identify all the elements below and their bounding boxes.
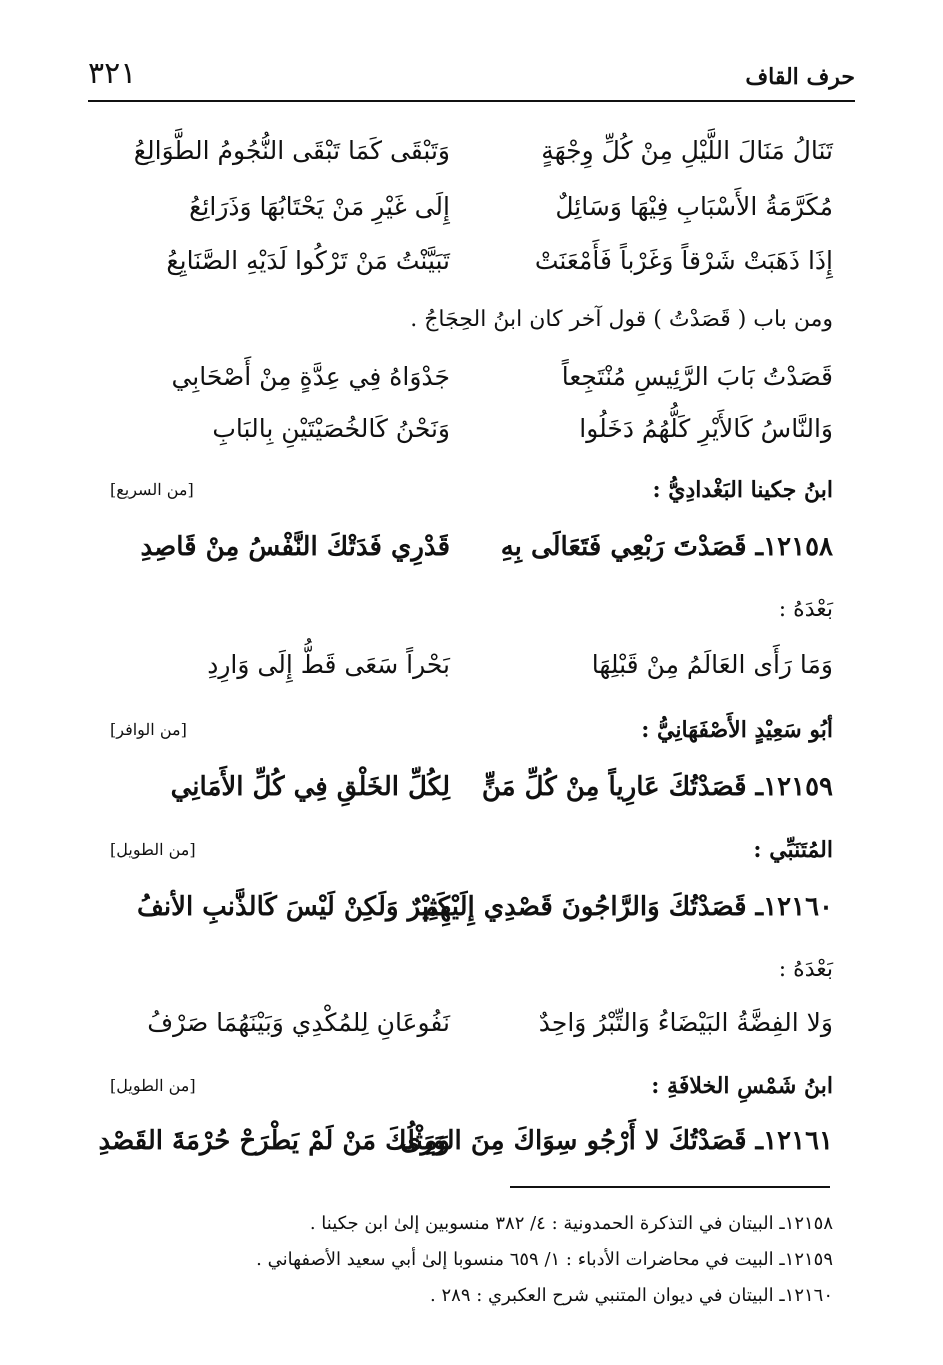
header-rule xyxy=(88,100,855,102)
poet-heading xyxy=(110,1064,833,1108)
verse-first-hemistich: وَالنَّاسُ كَالأَيْرِ كَلُّهُمُ دَخَلُوا xyxy=(579,414,833,443)
verse-second-hemistich: بَحْراً سَعَى قَطُّ إِلَى وَارِدِ xyxy=(207,650,450,679)
footnote: ١٢١٥٩ـ البيت في محاضرات الأدباء : ١/ ٦٥٩ منسوبا إلىٰ أبي سعيد الأصفهاني . xyxy=(256,1249,833,1270)
footnote: ١٢١٥٨ـ البيتان في التذكرة الحمدونية : ٤/ ٣٨٢ منسوبين إلىٰ ابن جكينا . xyxy=(309,1213,833,1234)
numbered-verse xyxy=(110,762,833,812)
poet-name: أبُو سَعِيْدٍ الأَصْفَهَانِيُّ : xyxy=(641,717,833,743)
page-header xyxy=(88,52,855,96)
verse-second-hemistich: تَبَيَّنْتُ مَنْ تَرْكُوا لَدَيْهِ الصَّنَايِعُ xyxy=(166,246,450,275)
verse-second-hemistich: كَثِيْرٌ وَلَكِنْ لَيْسَ كَالذَّنبِ الأنفُ xyxy=(136,892,450,922)
verse-first-hemistich: وَمَا رَأَى العَالَمُ مِنْ قَبْلِهَا xyxy=(591,650,833,679)
verse-first-hemistich: ١٢١٦١ـ قَصَدْتُكَ لا أَرْجُو سِوَاكَ مِنَ الوَرَى xyxy=(400,1126,833,1156)
poet-heading xyxy=(110,828,833,872)
verse-line xyxy=(110,126,833,176)
verse-line xyxy=(110,640,833,690)
page-number: ٣٢١ xyxy=(88,56,137,91)
footnote-rule xyxy=(510,1186,830,1188)
verse-first-hemistich: ١٢١٦٠ـ قَصَدْتُكَ وَالرَّاجُونَ قَصْدِي إِلَيْهِم xyxy=(422,892,833,922)
numbered-verse xyxy=(110,522,833,572)
verse-second-hemistich: إِلَى غَيْرِ مَنْ يَحْتَابُهَا وَذَرَائِعُ xyxy=(189,192,450,221)
poet-name: المُتَنَبِّي : xyxy=(753,837,833,863)
footnote: ١٢١٦٠ـ البيتان في ديوان المتنبي شرح العكبري : ٢٨٩ . xyxy=(430,1285,833,1306)
verse-first-hemistich: مُكَرَّمَةُ الأَسْبَابِ فِيْهَا وَسَائِلٌ xyxy=(555,192,833,221)
numbered-verse xyxy=(110,882,833,932)
poet-heading xyxy=(110,708,833,752)
meter-label: [من السريع] xyxy=(110,480,194,499)
verse-first-hemistich: إِذَا ذَهَبَتْ شَرْقاً وَغَرْباً فَأَمْعَنَتْ xyxy=(534,246,833,275)
verse-second-hemistich: وَتَبْقَى كَمَا تَبْقَى النُّجُومُ الطَّوَالِعُ xyxy=(133,136,450,165)
meter-label: [من الوافر] xyxy=(110,720,187,739)
verse-first-hemistich: ١٢١٥٩ـ قَصَدْتُكَ عَارِياً مِنْ كُلِّ مَنٍّ xyxy=(481,772,833,802)
verse-line xyxy=(110,236,833,286)
verse-second-hemistich: نَفُوعَانِ لِلمُكْدِي وَبَيْنَهُمَا صَرْفُ xyxy=(147,1008,450,1037)
numbered-verse xyxy=(98,1116,833,1166)
verse-line xyxy=(110,182,833,232)
after-label: بَعْدَهُ : xyxy=(778,957,833,982)
verse-line xyxy=(110,404,833,454)
chapter-title: حرف القاف xyxy=(745,64,855,90)
verse-second-hemistich: لِكُلِّ الخَلْقِ فِي كُلِّ الأَمَانِي xyxy=(170,772,450,802)
verse-line xyxy=(110,352,833,402)
meter-label: [من الطويل] xyxy=(110,840,196,859)
verse-first-hemistich: قَصَدْتُ بَابَ الرَّئِيسِ مُنْتَجِعاً xyxy=(561,362,833,391)
meter-label: [من الطويل] xyxy=(110,1076,196,1095)
verse-second-hemistich: وَنَحْنُ كَالخُصَيْتَيْنِ بِالبَابِ xyxy=(212,414,450,443)
verse-line xyxy=(110,998,833,1048)
prose-paragraph: ومن باب ( قَصَدْتُ ) قول آخر كان ابنُ الحِجَاجُ . xyxy=(410,307,833,332)
verse-first-hemistich: ١٢١٥٨ـ قَصَدْتَ رَبْعِي فَتَعَالَى بِهِ xyxy=(500,532,833,562)
poet-heading xyxy=(110,468,833,512)
verse-first-hemistich: وَلا الفِضَّةُ البَيْضَاءُ وَالتِّبْرُ وَاحِدٌ xyxy=(538,1008,833,1037)
verse-first-hemistich: تَنَالُ مَنَالَ اللَّيْلِ مِنْ كُلِّ وِجْهَةٍ xyxy=(541,136,833,165)
after-label: بَعْدَهُ : xyxy=(778,597,833,622)
poet-name: ابنُ شَمْسِ الخلافَةِ : xyxy=(651,1073,833,1099)
poet-name: ابنُ جكينا البَغْدادِيُّ : xyxy=(652,477,833,503)
verse-second-hemistich: وَمِثْلُكَ مَنْ لَمْ يَطْرَحْ حُرْمَةَ القَصْدِ xyxy=(98,1126,450,1156)
verse-second-hemistich: قَدْرِي فَدَتْكَ النَّفْسُ مِنْ قَاصِدِ xyxy=(140,532,450,562)
verse-second-hemistich: جَدْوَاهُ فِي عِدَّةٍ مِنْ أَصْحَابِي xyxy=(171,362,450,391)
